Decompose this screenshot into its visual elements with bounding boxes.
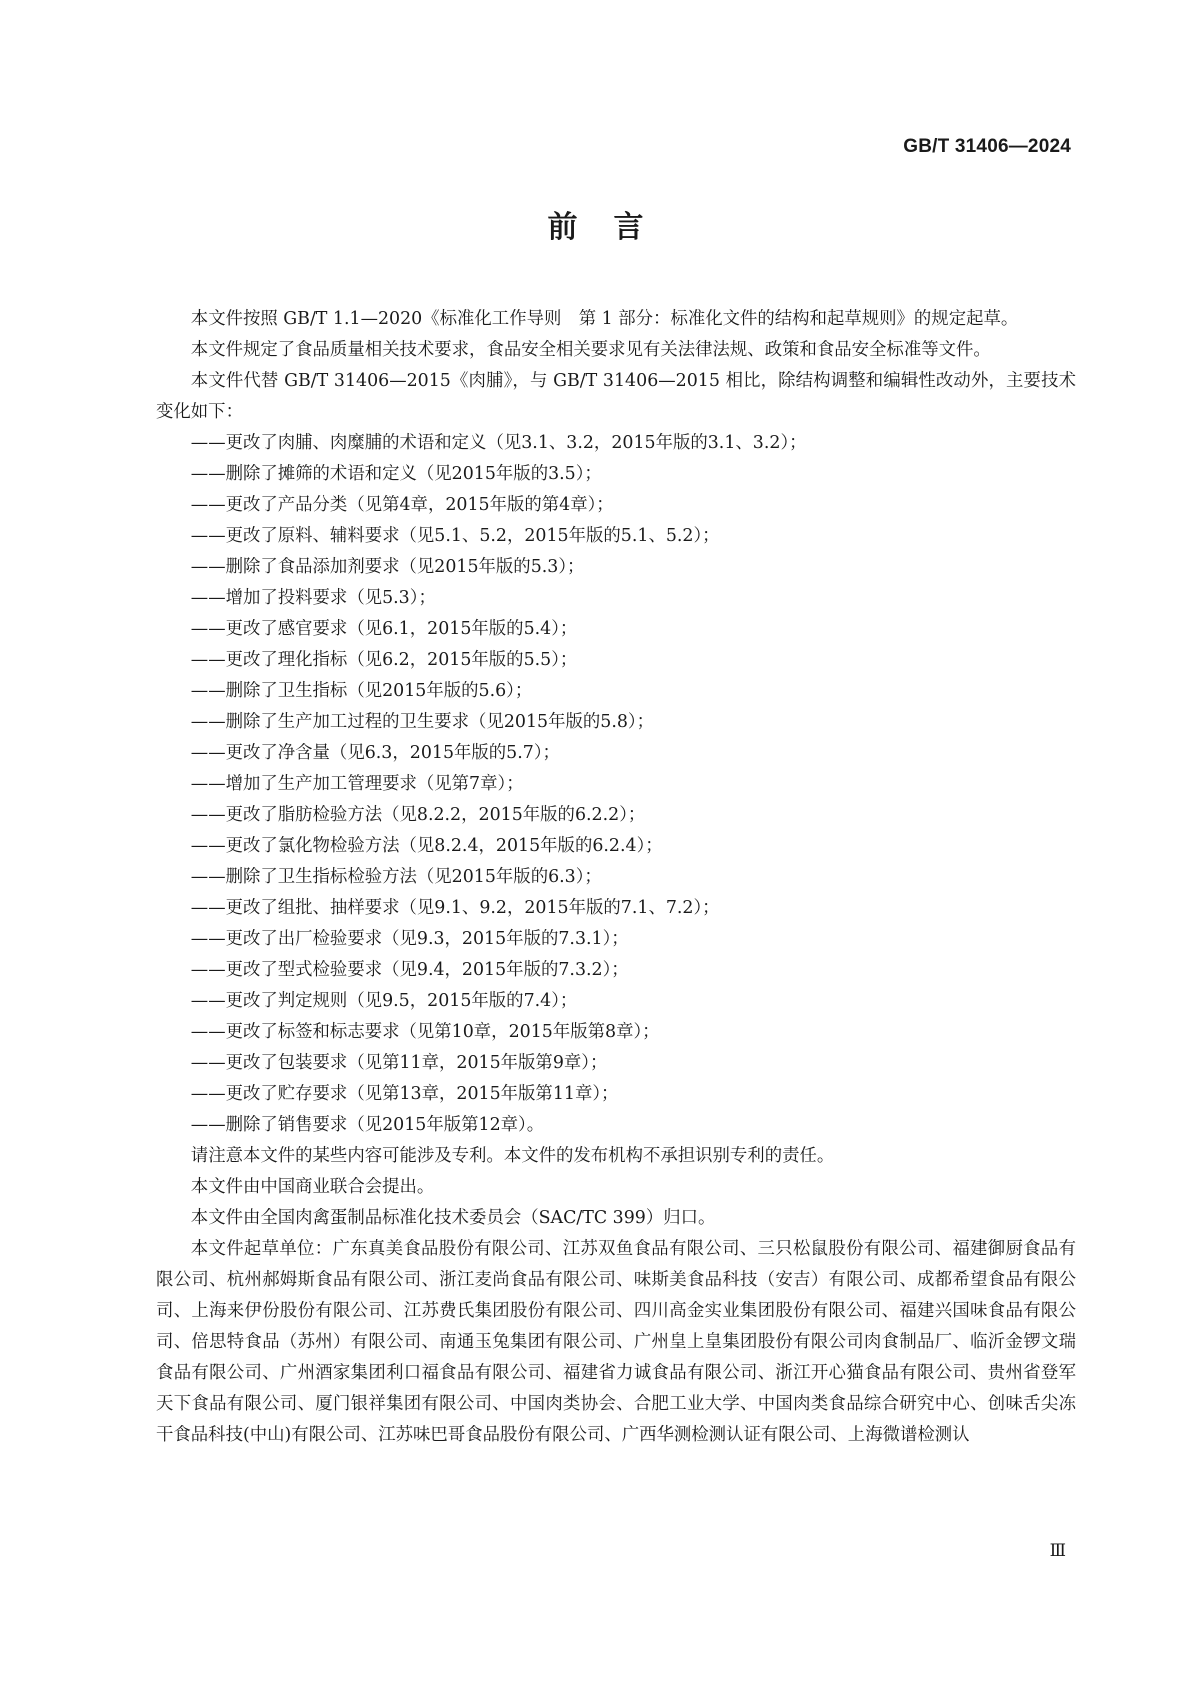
list-item: ——更改了脂肪检验方法（见8.2.2，2015年版的6.2.2）； (190, 805, 646, 825)
paragraph-proposer: 本文件由中国商业联合会提出。 (190, 1177, 435, 1197)
standard-number: GB/T 31406—2024 (903, 136, 1071, 157)
list-item: ——更改了产品分类（见第4章，2015年版的第4章）； (190, 495, 614, 515)
list-item: ——增加了投料要求（见5.3）； (190, 588, 436, 608)
paragraph-drafting-units: 本文件起草单位：广东真美食品股份有限公司、江苏双鱼食品有限公司、三只松鼠股份有限公司、福建御厨食品有限公司、杭州郝姆斯食品有限公司、浙江麦尚食品有限公司、味斯美食品科技（安吉）有限公司、成都希望食品有限公司、上海来伊份股份有限公司、江苏费氏集团股份有限公司、四川高金实业集团股份有限公司、福建兴国味食品有限公司、倍思特食品（苏州）有限公司、南通玉兔集团有限公司、广州皇上皇集团股份有限公司肉食制品厂、临沂金锣文瑞食品有限公司、广州酒家集团利口福食品有限公司、福建省力诚食品有限公司、浙江开心猫食品有限公司、贵州省登军天下食品有限公司、厦门银祥集团有限公司、中国肉类协会、合肥工业大学、中国肉类食品综合研究中心、创味舌尖冻干食品科技(中山)有限公司、江苏味巴哥食品股份有限公司、广西华测检测认证有限公司、上海微谱检测认 (156, 1239, 1076, 1445)
list-item: ——删除了销售要求（见2015年版第12章）。 (190, 1115, 545, 1135)
list-item: ——删除了卫生指标（见2015年版的5.6）； (190, 681, 533, 701)
list-item: ——更改了包装要求（见第11章，2015年版第9章）； (190, 1053, 608, 1073)
technical-changes-list (156, 428, 1076, 1141)
paragraph-scope-note: 本文件规定了食品质量相关技术要求，食品安全相关要求见有关法律法规、政策和食品安全标准等文件。 (190, 340, 991, 360)
list-item: ——删除了卫生指标检验方法（见2015年版的6.3）； (190, 867, 602, 887)
page-title: 前言 (547, 210, 680, 245)
list-item: ——更改了型式检验要求（见9.4，2015年版的7.3.2）； (190, 960, 629, 980)
list-item: ——更改了感官要求（见6.1，2015年版的5.4）； (190, 619, 578, 639)
page-number: Ⅲ (1049, 1541, 1066, 1561)
list-item: ——更改了净含量（见6.3，2015年版的5.7）； (190, 743, 560, 763)
list-item: ——更改了肉脯、肉糜脯的术语和定义（见3.1、3.2，2015年版的3.1、3.2）； (190, 433, 807, 453)
list-item: ——更改了氯化物检验方法（见8.2.4，2015年版的6.2.4）； (190, 836, 663, 856)
list-item: ——更改了出厂检验要求（见9.3，2015年版的7.3.1）； (190, 929, 629, 949)
document-body (156, 304, 1076, 1451)
list-item: ——更改了原料、辅料要求（见5.1、5.2，2015年版的5.1、5.2）； (190, 526, 720, 546)
list-item: ——增加了生产加工管理要求（见第7章）； (190, 774, 524, 794)
list-item: ——删除了摊筛的术语和定义（见2015年版的3.5）； (190, 464, 602, 484)
list-item: ——删除了食品添加剂要求（见2015年版的5.3）； (190, 557, 585, 577)
list-item: ——删除了生产加工过程的卫生要求（见2015年版的5.8）； (190, 712, 654, 732)
list-item: ——更改了判定规则（见9.5，2015年版的7.4）； (190, 991, 578, 1011)
list-item: ——更改了贮存要求（见第13章，2015年版第11章）； (190, 1084, 619, 1104)
paragraph-patent-notice: 请注意本文件的某些内容可能涉及专利。本文件的发布机构不承担识别专利的责任。 (190, 1146, 835, 1166)
list-item: ——更改了标签和标志要求（见第10章，2015年版第8章）； (190, 1022, 660, 1042)
paragraph-drafting-rules: 本文件按照 GB/T 1.1—2020《标准化工作导则 第 1 部分：标准化文件的结构和起草规则》的规定起草。 (190, 309, 1019, 329)
list-item: ——更改了组批、抽样要求（见9.1、9.2，2015年版的7.1、7.2）； (190, 898, 720, 918)
paragraph-committee: 本文件由全国肉禽蛋制品标准化技术委员会（SAC/TC 399）归口。 (190, 1208, 716, 1228)
paragraph-replacement-note: 本文件代替 GB/T 31406—2015《肉脯》，与 GB/T 31406—2015 相比，除结构调整和编辑性改动外，主要技术变化如下： (156, 371, 1076, 422)
list-item: ——更改了理化指标（见6.2，2015年版的5.5）； (190, 650, 578, 670)
